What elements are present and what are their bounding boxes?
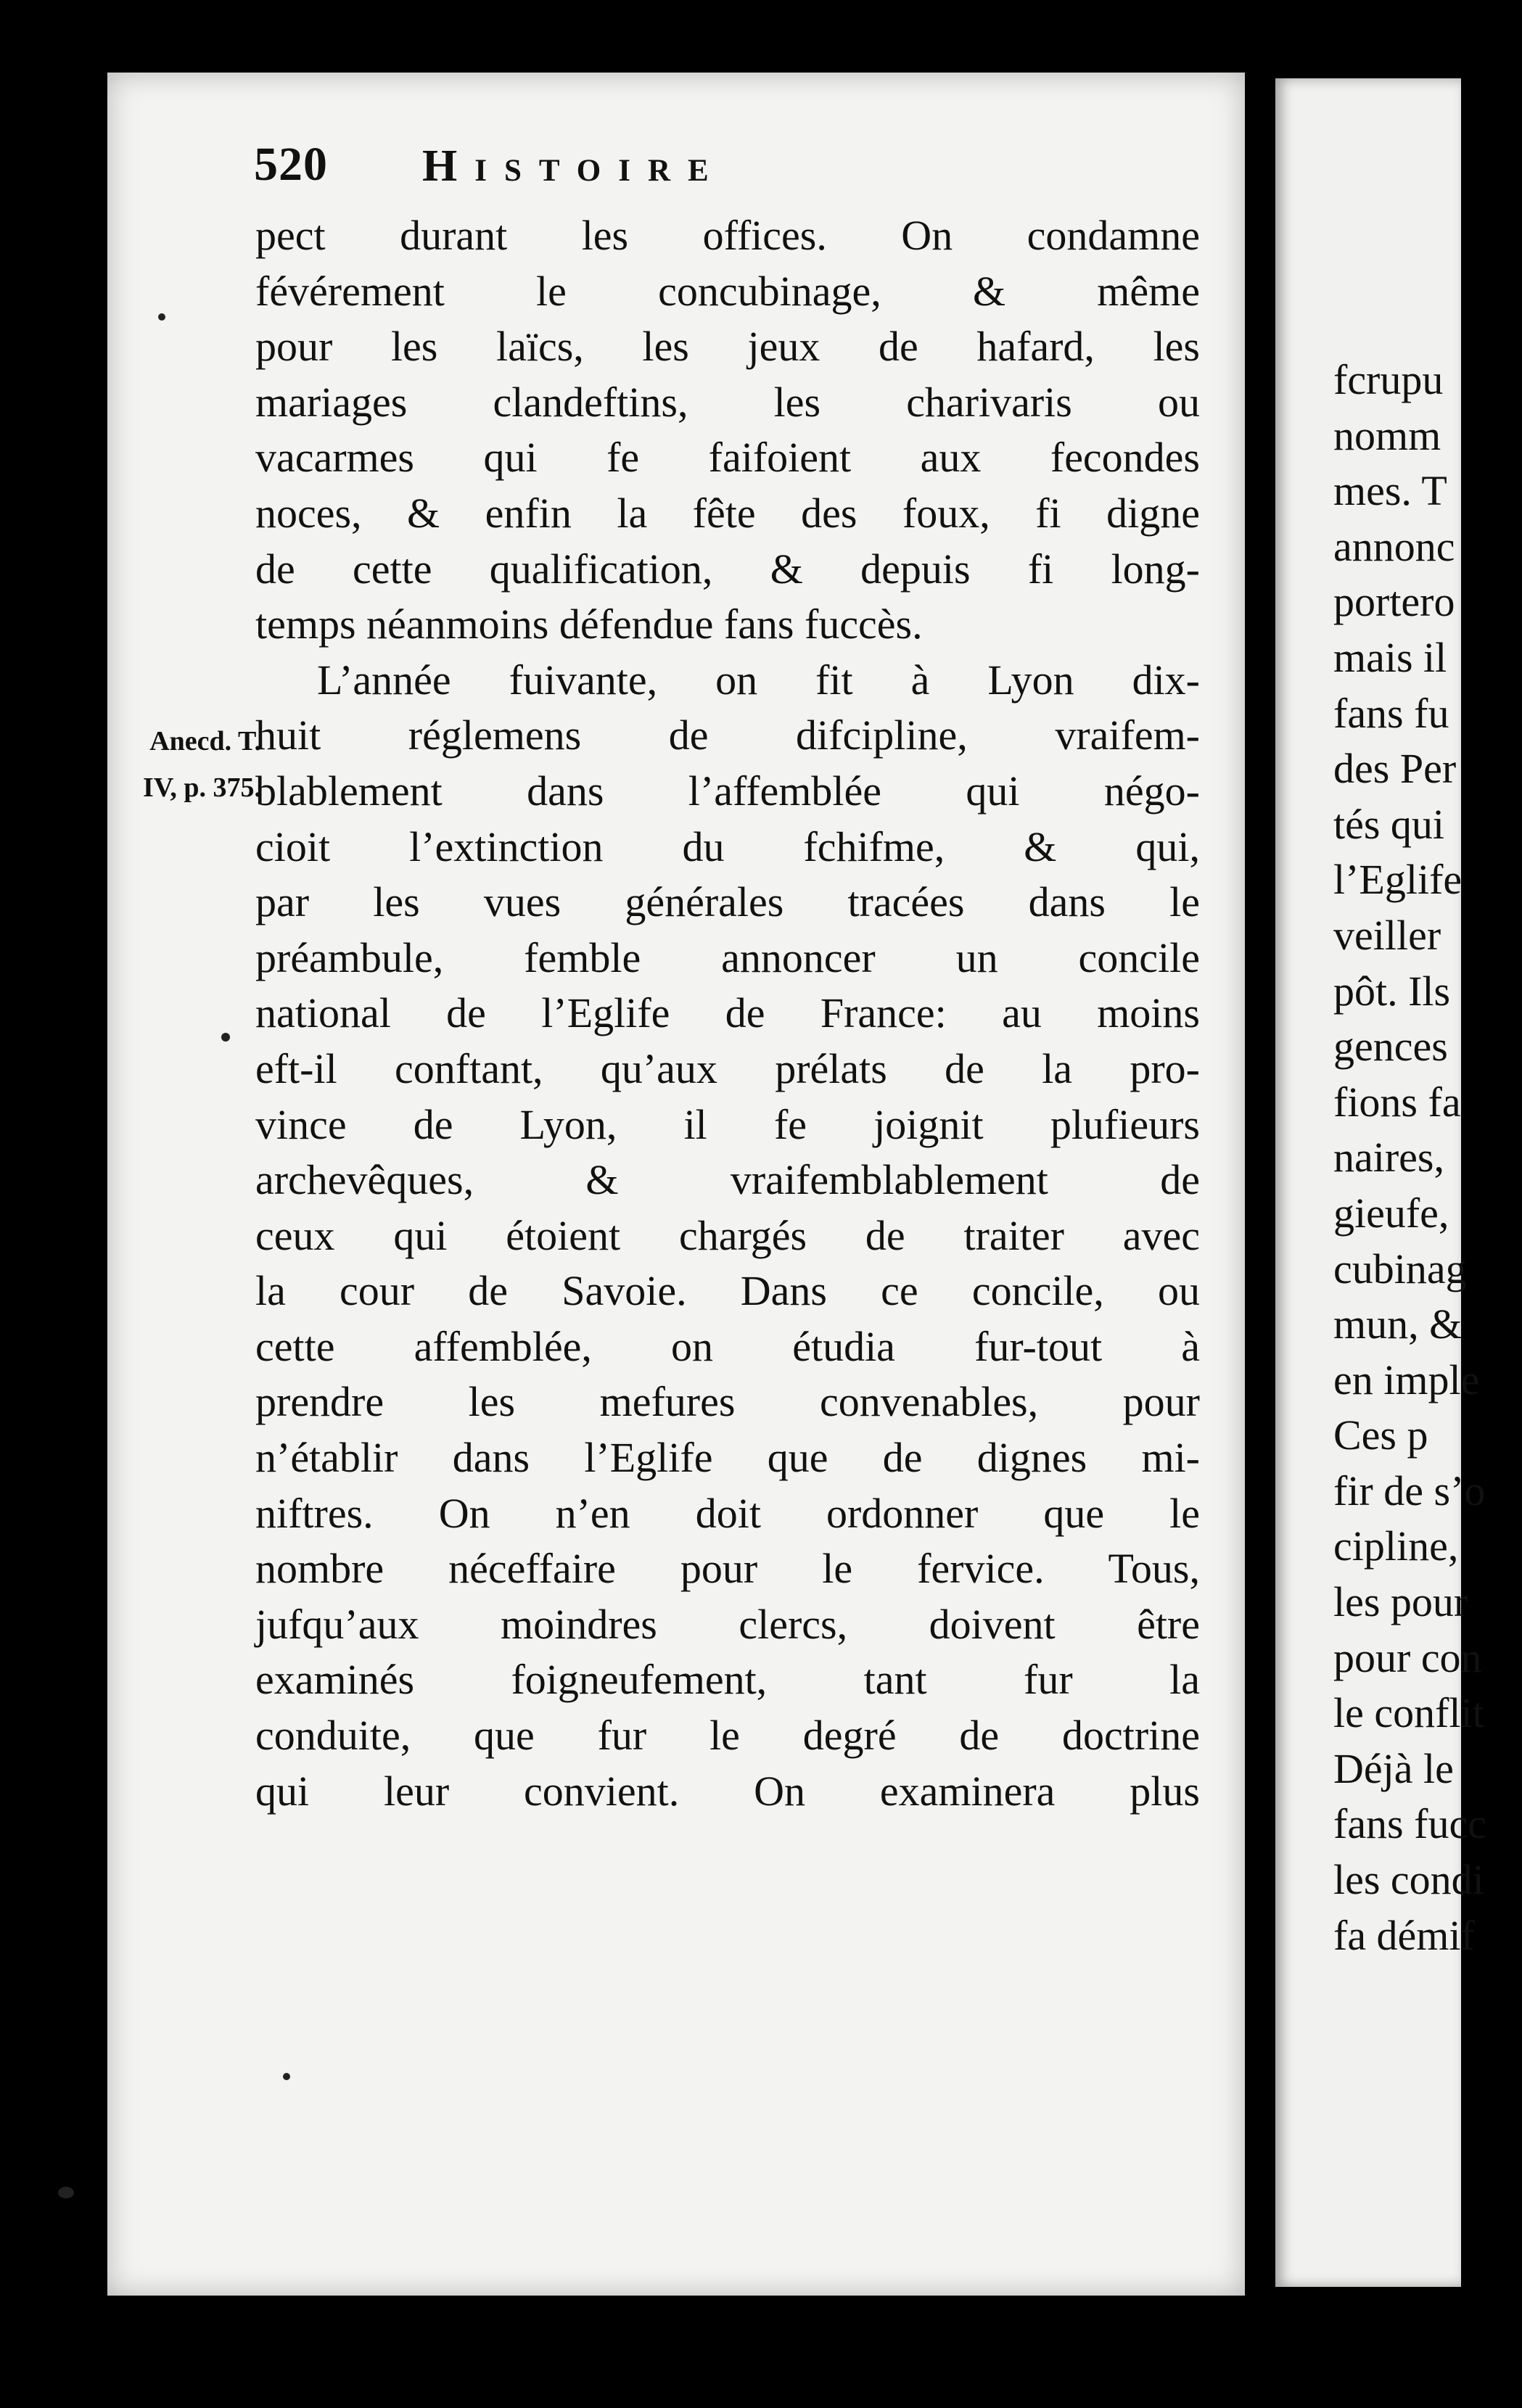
right-line: gieufe, (1333, 1189, 1449, 1237)
text-line: archevêques, & vraifemblablement de (255, 1156, 1200, 1204)
right-line: tés qui (1333, 800, 1445, 848)
text-line: prendre les mefures convenables, pour (255, 1378, 1200, 1426)
right-line: mes. T (1333, 467, 1447, 515)
ink-speck (283, 2073, 290, 2080)
text-line: févérement le concubinage, & même (255, 267, 1200, 315)
text-line: jufqu’aux moindres clercs, doivent être (255, 1600, 1200, 1648)
text-line: par les vues générales tracées dans le (255, 878, 1200, 926)
right-line: pôt. Ils (1333, 967, 1451, 1015)
text-line: qui leur convient. On examinera plus (255, 1767, 1200, 1815)
text-line: conduite, que fur le degré de doctrine (255, 1712, 1200, 1760)
right-line: mais il (1333, 633, 1447, 681)
body-text (255, 208, 1200, 1819)
page-header (254, 127, 979, 192)
text-line: de cette qualification, & depuis fi long- (255, 545, 1200, 593)
text-line: préambule, femble annoncer un concile (255, 933, 1200, 981)
right-page-text (1333, 352, 1522, 1963)
text-line: national de l’Eglife de France: au moins (255, 989, 1200, 1037)
text-line: examinés foigneufement, tant fur la (255, 1656, 1200, 1704)
right-line: fions fa (1333, 1078, 1461, 1126)
page-number: 520 (254, 138, 328, 191)
right-line: fans fucc (1333, 1800, 1486, 1848)
text-line: mariages clandeftins, les charivaris ou (255, 378, 1200, 426)
right-line: nomm (1333, 411, 1441, 459)
text-line: blablement dans l’affemblée qui négo- (255, 767, 1200, 815)
text-line: cette affemblée, on étudia fur-tout à (255, 1322, 1200, 1370)
right-line: cubinag (1333, 1245, 1467, 1292)
margin-note-line: IV, p. 375. (143, 772, 261, 803)
text-line: niftres. On n’en doit ordonner que le (255, 1489, 1200, 1537)
text-line: n’établir dans l’Eglife que de dignes mi- (255, 1434, 1200, 1482)
right-line: cipline, (1333, 1522, 1459, 1570)
text-line: la cour de Savoie. Dans ce concile, ou (255, 1267, 1200, 1315)
text-line: vince de Lyon, il fe joignit plufieurs (255, 1100, 1200, 1148)
text-line: ceux qui étoient chargés de traiter avec (255, 1211, 1200, 1259)
right-line: fa démif (1333, 1911, 1475, 1959)
right-line: fir de s’o (1333, 1467, 1486, 1514)
right-line: Déjà le (1333, 1744, 1454, 1792)
running-head: Histoire (422, 141, 726, 191)
ink-speck (221, 1033, 230, 1042)
right-page (1275, 78, 1486, 2287)
right-line: des Per (1333, 745, 1457, 793)
text-line: L’année fuivante, on fit à Lyon dix- (317, 656, 1200, 704)
text-line: pect durant les offices. On condamne (255, 212, 1200, 259)
margin-note (73, 718, 261, 811)
right-line: fans fu (1333, 689, 1449, 737)
right-line: en imple (1333, 1356, 1480, 1403)
text-line: cioit l’extinction du fchifme, & qui, (255, 822, 1200, 870)
right-line: Ces p (1333, 1411, 1428, 1459)
ink-speck (158, 313, 165, 321)
text-line: nombre néceffaire pour le fervice. Tous, (255, 1545, 1200, 1593)
right-line: mun, & (1333, 1300, 1463, 1348)
ink-speck (58, 2187, 74, 2198)
right-line: fcrupu (1333, 356, 1444, 403)
right-line: les pour (1333, 1578, 1468, 1626)
right-line: naires, (1333, 1134, 1444, 1182)
text-line: vacarmes qui fe faifoient aux fecondes (255, 434, 1200, 482)
right-line: gences (1333, 1023, 1448, 1071)
right-line: le conflit (1333, 1689, 1484, 1737)
text-line: noces, & enfin la fête des foux, fi digne (255, 489, 1200, 537)
text-line: huit réglemens de difcipline, vraifem- (255, 712, 1200, 759)
right-line: les condi (1333, 1856, 1484, 1904)
text-line: pour les laïcs, les jeux de hafard, les (255, 323, 1200, 371)
text-line: temps néanmoins défendue fans fuccès. (255, 601, 923, 648)
right-line: portero (1333, 578, 1455, 626)
text-line: eft-il conftant, qu’aux prélats de la pro- (255, 1044, 1200, 1092)
right-line: pour con (1333, 1633, 1482, 1681)
margin-note-line: Anecd. T. (149, 726, 261, 756)
right-line: veiller (1333, 911, 1441, 959)
right-line: l’Eglife (1333, 856, 1463, 904)
right-line: annonc (1333, 522, 1455, 570)
